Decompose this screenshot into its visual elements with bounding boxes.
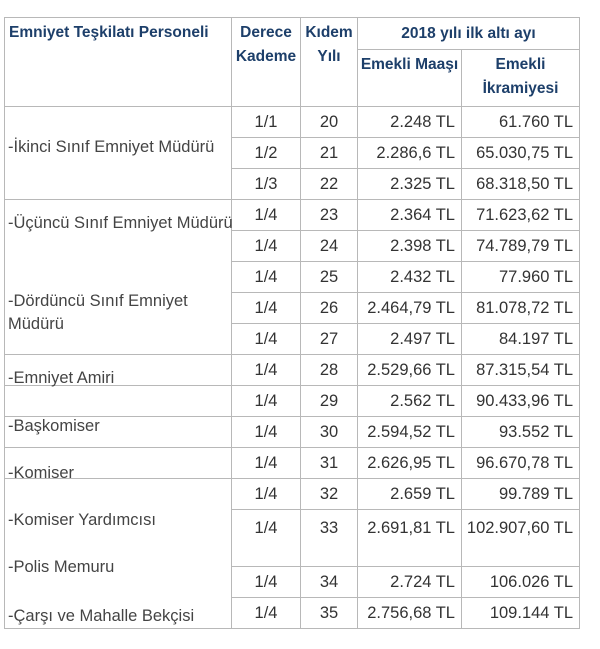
kidem-cell: 20 bbox=[301, 107, 358, 138]
derece-cell: 1/4 bbox=[232, 293, 301, 324]
kidem-cell: 33 bbox=[301, 510, 358, 567]
ikramiye-cell: 106.026 TL bbox=[462, 567, 580, 598]
maas-cell: 2.248 TL bbox=[358, 107, 462, 138]
maas-cell: 2.562 TL bbox=[358, 386, 462, 417]
rank-label: -Komiser bbox=[8, 464, 75, 482]
rank-label: -Polis Memuru bbox=[8, 558, 115, 576]
maas-cell: 2.659 TL bbox=[358, 479, 462, 510]
maas-cell: 2.398 TL bbox=[358, 231, 462, 262]
ikramiye-cell: 61.760 TL bbox=[462, 107, 580, 138]
derece-cell: 1/3 bbox=[232, 169, 301, 200]
maas-cell: 2.286,6 TL bbox=[358, 138, 462, 169]
ikramiye-cell: 81.078,72 TL bbox=[462, 293, 580, 324]
derece-cell: 1/4 bbox=[232, 479, 301, 510]
ikramiye-cell: 96.670,78 TL bbox=[462, 448, 580, 479]
kidem-cell: 21 bbox=[301, 138, 358, 169]
kidem-cell: 23 bbox=[301, 200, 358, 231]
kidem-cell: 34 bbox=[301, 567, 358, 598]
ikramiye-cell: 65.030,75 TL bbox=[462, 138, 580, 169]
maas-cell: 2.594,52 TL bbox=[358, 417, 462, 448]
table-row bbox=[5, 107, 580, 138]
header-kidem-yili: Kıdem Yılı bbox=[301, 18, 358, 107]
kidem-cell: 29 bbox=[301, 386, 358, 417]
rank-label: -İkinci Sınıf Emniyet Müdürü bbox=[8, 138, 215, 156]
derece-cell: 1/4 bbox=[232, 448, 301, 479]
maas-cell: 2.529,66 TL bbox=[358, 355, 462, 386]
rank-label: -Emniyet Amiri bbox=[8, 369, 115, 387]
rank-label: -Komiser Yardımcısı bbox=[8, 511, 156, 529]
derece-cell: 1/4 bbox=[232, 262, 301, 293]
header-row-top bbox=[5, 18, 580, 50]
header-period: 2018 yılı ilk altı ayı bbox=[358, 18, 580, 50]
derece-cell: 1/4 bbox=[232, 510, 301, 567]
derece-cell: 1/4 bbox=[232, 324, 301, 355]
maas-cell: 2.497 TL bbox=[358, 324, 462, 355]
rank-label: -Başkomiser bbox=[8, 417, 100, 435]
maas-cell: 2.691,81 TL bbox=[358, 510, 462, 567]
header-derece-kademe: Derece Kademe bbox=[232, 18, 301, 107]
kidem-cell: 28 bbox=[301, 355, 358, 386]
ikramiye-cell: 77.960 TL bbox=[462, 262, 580, 293]
ikramiye-cell: 71.623,62 TL bbox=[462, 200, 580, 231]
kidem-cell: 25 bbox=[301, 262, 358, 293]
maas-cell: 2.464,79 TL bbox=[358, 293, 462, 324]
derece-cell: 1/4 bbox=[232, 417, 301, 448]
kidem-cell: 32 bbox=[301, 479, 358, 510]
derece-cell: 1/4 bbox=[232, 386, 301, 417]
table-row bbox=[5, 386, 580, 417]
maas-cell: 2.756,68 TL bbox=[358, 598, 462, 629]
derece-cell: 1/1 bbox=[232, 107, 301, 138]
ikramiye-cell: 84.197 TL bbox=[462, 324, 580, 355]
kidem-cell: 31 bbox=[301, 448, 358, 479]
kidem-cell: 35 bbox=[301, 598, 358, 629]
ikramiye-cell: 109.144 TL bbox=[462, 598, 580, 629]
derece-cell: 1/4 bbox=[232, 598, 301, 629]
ikramiye-cell: 74.789,79 TL bbox=[462, 231, 580, 262]
ikramiye-cell: 87.315,54 TL bbox=[462, 355, 580, 386]
derece-cell: 1/4 bbox=[232, 200, 301, 231]
maas-cell: 2.325 TL bbox=[358, 169, 462, 200]
derece-cell: 1/4 bbox=[232, 355, 301, 386]
maas-cell: 2.724 TL bbox=[358, 567, 462, 598]
derece-cell: 1/2 bbox=[232, 138, 301, 169]
ikramiye-cell: 102.907,60 TL bbox=[462, 510, 580, 567]
maas-cell: 2.432 TL bbox=[358, 262, 462, 293]
ikramiye-cell: 90.433,96 TL bbox=[462, 386, 580, 417]
maas-cell: 2.626,95 TL bbox=[358, 448, 462, 479]
kidem-cell: 22 bbox=[301, 169, 358, 200]
ikramiye-cell: 68.318,50 TL bbox=[462, 169, 580, 200]
header-personnel: Emniyet Teşkilatı Personeli bbox=[5, 18, 232, 107]
header-emekli-ikramiyesi: Emekli İkramiyesi bbox=[462, 50, 580, 107]
kidem-cell: 26 bbox=[301, 293, 358, 324]
derece-cell: 1/4 bbox=[232, 567, 301, 598]
kidem-cell: 27 bbox=[301, 324, 358, 355]
derece-cell: 1/4 bbox=[232, 231, 301, 262]
kidem-cell: 30 bbox=[301, 417, 358, 448]
rank-label: -Dördüncü Sınıf Emniyet Müdürü bbox=[8, 292, 188, 333]
pension-table-frame bbox=[4, 17, 579, 637]
header-emekli-maasi: Emekli Maaşı bbox=[358, 50, 462, 107]
rank-label: -Çarşı ve Mahalle Bekçisi bbox=[8, 607, 195, 625]
rank-label: -Üçüncü Sınıf Emniyet Müdürü bbox=[8, 214, 233, 232]
ikramiye-cell: 99.789 TL bbox=[462, 479, 580, 510]
maas-cell: 2.364 TL bbox=[358, 200, 462, 231]
rank-cell bbox=[5, 386, 232, 417]
ikramiye-cell: 93.552 TL bbox=[462, 417, 580, 448]
kidem-cell: 24 bbox=[301, 231, 358, 262]
